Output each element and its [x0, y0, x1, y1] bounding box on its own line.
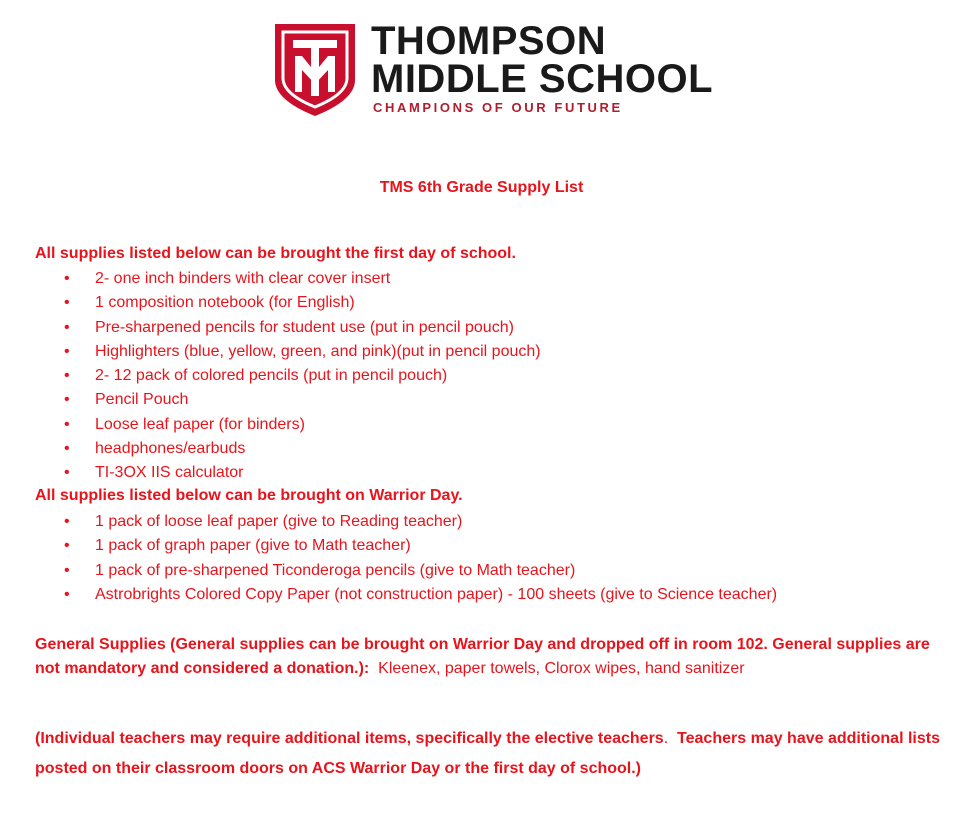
list-item: • Astrobrights Colored Copy Paper (not construction paper) - 100 sheets (give to Science teacher): [60, 583, 777, 607]
list-item: • 1 pack of pre-sharpened Ticonderoga pencils (give to Math teacher): [60, 559, 777, 583]
list-item: • 1 composition notebook (for English): [60, 291, 541, 315]
list-item: • 2- one inch binders with clear cover insert: [60, 267, 541, 291]
general-supplies-note: General Supplies (General supplies can be brought on Warrior Day and dropped off in room 102. General supplies are not mandatory and considered a donation.):: [35, 636, 930, 677]
list-item: • TI-3OX IIS calculator: [60, 461, 541, 485]
teacher-note-part3: Teachers may have additional lists posted on their classroom doors on ACS Warrior Day or the first day of school.): [35, 730, 940, 777]
section2-heading: All supplies listed below can be brought on Warrior Day.: [35, 487, 463, 504]
general-supplies-items: Kleenex, paper towels, Clorox wipes, hand sanitizer: [378, 660, 745, 677]
list-item: • Pre-sharpened pencils for student use (put in pencil pouch): [60, 316, 541, 340]
section1-list: [60, 267, 541, 486]
list-item: • Pencil Pouch: [60, 388, 541, 412]
page-title: TMS 6th Grade Supply List: [379, 179, 584, 196]
school-tagline: CHAMPIONS OF OUR FUTURE: [373, 100, 623, 115]
school-shield-logo: [271, 22, 359, 118]
school-name-line1: THOMPSON: [371, 19, 607, 63]
list-item: • Loose leaf paper (for binders): [60, 413, 541, 437]
school-name-line2: MIDDLE SCHOOL: [371, 57, 714, 101]
school-header: [271, 19, 714, 120]
list-item: • 1 pack of graph paper (give to Math teacher): [60, 534, 777, 558]
teacher-note-period: .: [663, 730, 669, 747]
list-item: • 2- 12 pack of colored pencils (put in pencil pouch): [60, 364, 541, 388]
list-item: • 1 pack of loose leaf paper (give to Reading teacher): [60, 510, 777, 534]
section1-heading: All supplies listed below can be brought the first day of school.: [35, 245, 516, 262]
teacher-note-part1: (Individual teachers may require additional items, specifically the elective teachers: [35, 730, 664, 747]
section2-list: [60, 510, 777, 607]
list-item: • Highlighters (blue, yellow, green, and pink)(put in pencil pouch): [60, 340, 541, 364]
school-name: [371, 19, 714, 101]
general-supplies: [35, 633, 945, 681]
list-item: • headphones/earbuds: [60, 437, 541, 461]
teacher-note: [35, 724, 945, 784]
